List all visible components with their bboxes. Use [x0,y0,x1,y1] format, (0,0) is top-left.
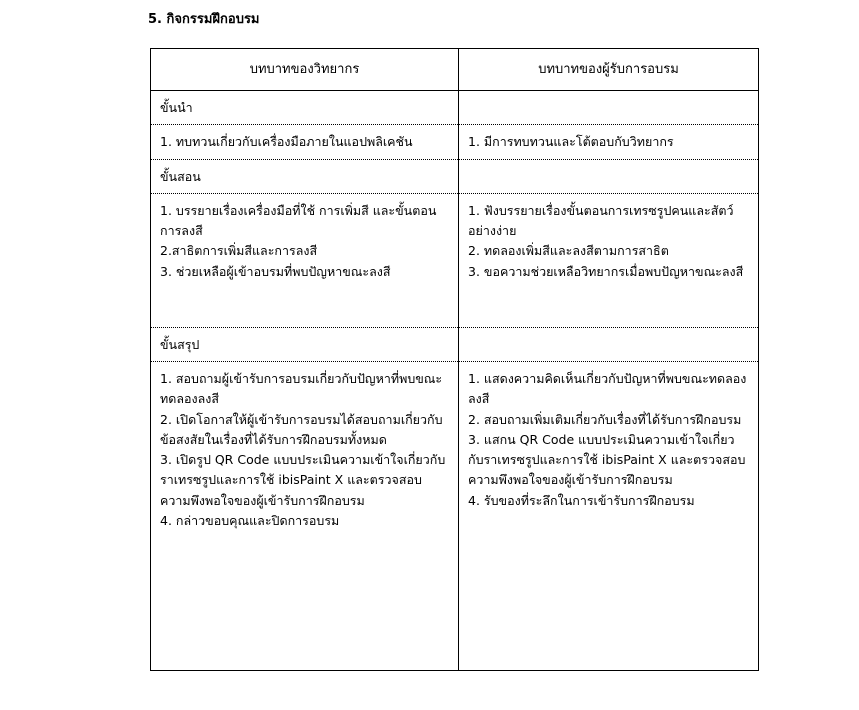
list-item: 2. สอบถามเพิ่มเติมเกี่ยวกับเรื่องที่ได้รับการฝึกอบรม [468,411,742,427]
list-item: 3. ช่วยเหลือผู้เข้าอบรมที่พบปัญหาขณะลงสี [160,263,391,279]
list-item: 2. เปิดโอกาสให้ผู้เข้ารับการอบรมได้สอบถามเกี่ยวกับข้อสงสัยในเรื่องที่ได้รับการฝึกอบรมทั้งหมด [160,411,443,447]
list-item: 1. สอบถามผู้เข้ารับการอบรมเกี่ยวกับปัญหาที่พบขณะทดลองลงสี [160,371,443,407]
list-item: 1. แสดงความคิดเห็นเกี่ยวกับปัญหาที่พบขณะทดลองลงสี [468,371,747,407]
table-row [151,362,759,671]
list-item: 4. กล่าวขอบคุณและปิดการอบรม [160,512,340,528]
stage-label-intro-right [459,91,759,125]
list-item: 2. ทดลองเพิ่มสีและลงสีตามการสาธิต [468,243,669,259]
list-item: 3. แสกน QR Code แบบประเมินความเข้าใจเกี่ยวกับราเทรซรูปและการใช้ ibisPaint X และตรวจสอบความพึงพอใจของผู้เข้ารับการฝึกอบรม [468,431,746,488]
list-item: 3. เปิดรูป QR Code แบบประเมินความเข้าใจเกี่ยวกับราเทรซรูปและการใช้ ibisPaint X และตรวจสอบความพึงพอใจของผู้เข้ารับการฝึกอบรม [160,452,446,508]
trainee-items-intro [459,125,759,159]
trainer-items-intro [151,125,459,159]
table-row [151,125,759,159]
list-item: 3. ขอความช่วยเหลือวิทยากรเมื่อพบปัญหาขณะลงสี [468,263,744,279]
table-row [151,159,759,193]
table-row [151,193,759,327]
list-item: 4. รับของที่ระลึกในการเข้ารับการฝึกอบรม [468,492,695,508]
list-item: 1. บรรยายเรื่องเครื่องมือที่ใช้ การเพิ่มสี และขั้นตอนการลงสี [160,202,437,239]
stage-label-summary: ขั้นสรุป [151,327,459,361]
list-item: 1. มีการทบทวนและโต้ตอบกับวิทยากร [468,134,674,150]
table-row [151,91,759,125]
table-header-trainer: บทบาทของวิทยากร [151,49,459,91]
stage-label-teach: ขั้นสอน [151,159,459,193]
training-activity-table-wrapper [150,48,758,671]
stage-label-intro: ขั้นนำ [151,91,459,125]
stage-label-summary-right [459,327,759,361]
table-header-row [151,49,759,91]
stage-label-teach-right [459,159,759,193]
table-row [151,327,759,361]
table-header-trainee: บทบาทของผู้รับการอบรม [459,49,759,91]
list-item: 2.สาธิตการเพิ่มสีและการลงสี [160,243,318,259]
list-item: 1. ทบทวนเกี่ยวกับเครื่องมือภายในแอปพลิเคชัน [160,134,413,150]
trainer-items-summary [151,362,459,671]
training-activity-table [150,48,759,671]
page-title: 5. กิจกรรมฝึกอบรม [148,12,260,27]
list-item: 1. ฟังบรรยายเรื่องขั้นตอนการเทรซรูปคนและสัตว์อย่างง่าย [468,202,734,239]
trainee-items-summary [459,362,759,671]
trainee-items-teach [459,193,759,327]
trainer-items-teach [151,193,459,327]
